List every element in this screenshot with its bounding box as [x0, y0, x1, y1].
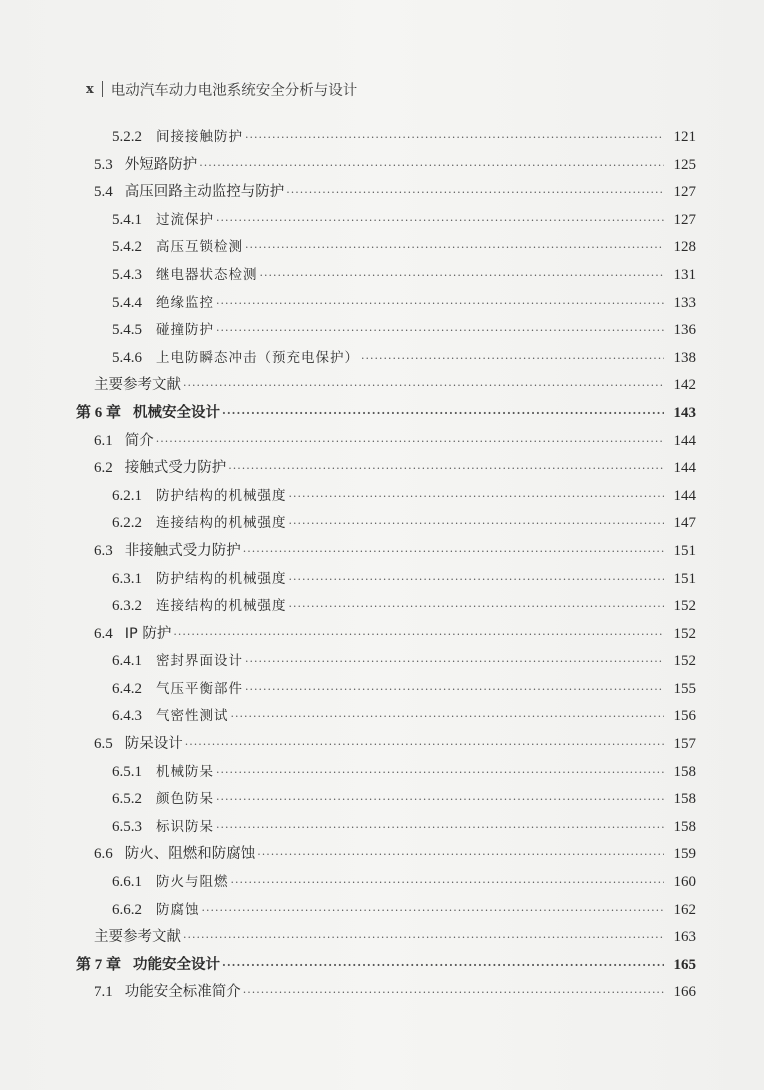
toc-entry-number: 6.4.1 [112, 653, 142, 670]
toc-entry-page: 163 [673, 929, 696, 946]
toc-entry [76, 897, 696, 925]
toc-entry [76, 814, 696, 842]
table-of-contents [76, 124, 696, 1007]
dot-leader [289, 510, 665, 538]
dot-leader [216, 317, 664, 345]
toc-entry-number: 5.4.3 [112, 266, 142, 283]
toc-entry-number: 6.6.2 [112, 901, 142, 918]
dot-leader [216, 290, 664, 318]
toc-entry [76, 731, 696, 759]
toc-entry [76, 566, 696, 594]
toc-entry-page: 144 [673, 487, 696, 504]
dot-leader [245, 124, 664, 152]
dot-leader [199, 152, 664, 180]
toc-entry [76, 676, 696, 704]
toc-entry-number: 6.2.2 [112, 515, 142, 532]
toc-entry-number: 第 7 章 [76, 956, 122, 973]
toc-entry-number: 6.3 [94, 542, 113, 559]
toc-entry-title: 功能安全设计 [133, 956, 221, 973]
toc-entry-page: 131 [673, 266, 696, 283]
toc-entry-title: 上电防瞬态冲击（预充电保护） [156, 349, 359, 366]
dot-leader [185, 731, 664, 759]
toc-entry [76, 483, 696, 511]
toc-entry [76, 510, 696, 538]
toc-entry-title: 防护结构的机械强度 [156, 570, 287, 587]
toc-entry [76, 952, 696, 980]
toc-entry [76, 400, 696, 428]
toc-entry-title: 防火与阻燃 [156, 874, 229, 891]
toc-entry-number: 6.2 [94, 460, 113, 477]
dot-leader [289, 566, 665, 594]
toc-entry [76, 538, 696, 566]
toc-entry-page: 136 [673, 322, 696, 339]
toc-entry-page: 152 [673, 625, 696, 642]
toc-entry-number: 6.2.1 [112, 487, 142, 504]
toc-entry [76, 372, 696, 400]
toc-entry [76, 179, 696, 207]
toc-entry [76, 648, 696, 676]
dot-leader [289, 483, 665, 511]
dot-leader [216, 786, 664, 814]
toc-entry-number: 6.3.2 [112, 598, 142, 615]
toc-entry-page: 157 [673, 736, 696, 753]
dot-leader [245, 676, 664, 704]
toc-entry-title: 防腐蚀 [156, 901, 200, 918]
toc-entry-title: IP 防护 [124, 625, 172, 642]
dot-leader [228, 455, 664, 483]
toc-entry-title: 高压回路主动监控与防护 [124, 184, 285, 201]
toc-entry [76, 262, 696, 290]
toc-entry-title: 标识防呆 [156, 818, 214, 835]
dot-leader [222, 952, 664, 980]
dot-leader [243, 538, 664, 566]
toc-entry-number: 6.6 [94, 846, 113, 863]
toc-entry-title: 防火、阻燃和防腐蚀 [124, 846, 256, 863]
toc-entry-page: 166 [673, 984, 696, 1001]
toc-entry-title: 外短路防护 [124, 156, 198, 173]
toc-entry-title: 主要参考文献 [94, 929, 181, 946]
toc-entry-number: 5.2.2 [112, 129, 142, 145]
toc-entry-title: 机械安全设计 [133, 404, 221, 421]
toc-entry-number: 5.4.5 [112, 322, 142, 339]
toc-entry-page: 151 [673, 542, 696, 559]
toc-entry-title: 颜色防呆 [156, 791, 214, 808]
dot-leader [245, 648, 664, 676]
toc-entry-page: 121 [673, 129, 696, 145]
dot-leader [245, 234, 664, 262]
toc-entry-page: 127 [673, 211, 696, 228]
toc-entry-number: 5.4.4 [112, 294, 142, 311]
toc-entry-title: 气压平衡部件 [156, 680, 243, 697]
toc-entry-title: 机械防呆 [156, 763, 214, 780]
toc-entry-number: 第 6 章 [76, 404, 122, 421]
toc-entry-title: 防护结构的机械强度 [156, 487, 287, 504]
book-title: 电动汽车动力电池系统安全分析与设计 [110, 82, 358, 99]
dot-leader [216, 207, 664, 235]
toc-entry-title: 绝缘监控 [156, 294, 214, 311]
toc-entry-title: 间接接触防护 [156, 129, 243, 145]
toc-entry-number: 6.6.1 [112, 874, 142, 891]
toc-entry-page: 125 [673, 156, 696, 173]
toc-entry-page: 158 [673, 763, 696, 780]
toc-entry [76, 703, 696, 731]
toc-entry [76, 786, 696, 814]
toc-entry-page: 165 [673, 956, 696, 973]
toc-entry-number: 6.4.3 [112, 708, 142, 725]
header-divider [102, 81, 103, 97]
toc-entry-title: 简介 [124, 432, 154, 449]
toc-entry-number: 6.5.2 [112, 791, 142, 808]
toc-entry-page: 144 [673, 432, 696, 449]
toc-entry-page: 156 [673, 708, 696, 725]
dot-leader [183, 924, 664, 952]
dot-leader [222, 400, 664, 428]
toc-entry-page: 158 [673, 818, 696, 835]
toc-entry-number: 5.4.2 [112, 239, 142, 256]
toc-entry-number: 6.4.2 [112, 680, 142, 697]
toc-entry-number: 6.3.1 [112, 570, 142, 587]
toc-entry-number: 6.5.1 [112, 763, 142, 780]
toc-entry-title: 连接结构的机械强度 [156, 598, 287, 615]
toc-entry-page: 152 [673, 653, 696, 670]
toc-entry [76, 869, 696, 897]
toc-entry-title: 碰撞防护 [156, 322, 214, 339]
toc-entry-title: 高压互锁检测 [156, 239, 243, 256]
dot-leader [231, 869, 665, 897]
dot-leader [260, 262, 665, 290]
toc-entry-page: 160 [673, 874, 696, 891]
toc-entry [76, 290, 696, 318]
dot-leader [243, 979, 664, 1007]
toc-entry-number: 5.4.1 [112, 211, 142, 228]
toc-entry-page: 128 [673, 239, 696, 256]
toc-entry-page: 142 [673, 377, 696, 394]
dot-leader [257, 841, 664, 869]
running-header [78, 78, 357, 100]
toc-entry-page: 151 [673, 570, 696, 587]
toc-entry [76, 593, 696, 621]
toc-entry [76, 455, 696, 483]
toc-entry-title: 气密性测试 [156, 708, 229, 725]
toc-entry-title: 非接触式受力防护 [124, 542, 241, 559]
toc-entry-title: 功能安全标准简介 [124, 984, 241, 1001]
toc-entry-page: 127 [673, 184, 696, 201]
toc-entry [76, 152, 696, 180]
toc-entry [76, 234, 696, 262]
dot-leader [183, 372, 664, 400]
toc-entry [76, 207, 696, 235]
dot-leader [173, 621, 664, 649]
toc-entry-number: 6.4 [94, 625, 113, 642]
toc-entry-page: 147 [673, 515, 696, 532]
toc-entry [76, 841, 696, 869]
toc-entry-title: 主要参考文献 [94, 377, 181, 394]
dot-leader [286, 179, 664, 207]
toc-entry-number: 5.4 [94, 184, 113, 201]
toc-entry-number: 5.3 [94, 156, 113, 173]
dot-leader [202, 897, 665, 925]
toc-entry-page: 143 [673, 404, 696, 421]
toc-entry-number: 6.5.3 [112, 818, 142, 835]
toc-entry-number: 7.1 [94, 984, 113, 1001]
toc-entry [76, 345, 696, 373]
dot-leader [156, 428, 664, 456]
toc-entry [76, 979, 696, 1007]
toc-entry-page: 144 [673, 460, 696, 477]
page-folio: x [86, 81, 94, 97]
toc-entry [76, 621, 696, 649]
toc-entry-page: 138 [673, 349, 696, 366]
toc-entry-page: 133 [673, 294, 696, 311]
toc-entry-title: 连接结构的机械强度 [156, 515, 287, 532]
dot-leader [216, 759, 664, 787]
toc-entry-number: 5.4.6 [112, 349, 142, 366]
toc-entry [76, 317, 696, 345]
toc-entry-title: 密封界面设计 [156, 653, 243, 670]
toc-entry-title: 继电器状态检测 [156, 266, 258, 283]
dot-leader [216, 814, 664, 842]
toc-entry-number: 6.5 [94, 736, 113, 753]
toc-entry-page: 158 [673, 791, 696, 808]
toc-entry-page: 159 [673, 846, 696, 863]
toc-entry [76, 428, 696, 456]
toc-entry [76, 759, 696, 787]
dot-leader [289, 593, 665, 621]
dot-leader [361, 345, 664, 373]
dot-leader [231, 703, 665, 731]
toc-entry-number: 6.1 [94, 432, 113, 449]
toc-entry-title: 接触式受力防护 [124, 460, 227, 477]
toc-entry [76, 124, 696, 152]
toc-entry-page: 155 [673, 680, 696, 697]
toc-entry-title: 过流保护 [156, 211, 214, 228]
toc-entry-title: 防呆设计 [124, 736, 183, 753]
toc-entry-page: 162 [673, 901, 696, 918]
toc-entry [76, 924, 696, 952]
toc-entry-page: 152 [673, 598, 696, 615]
